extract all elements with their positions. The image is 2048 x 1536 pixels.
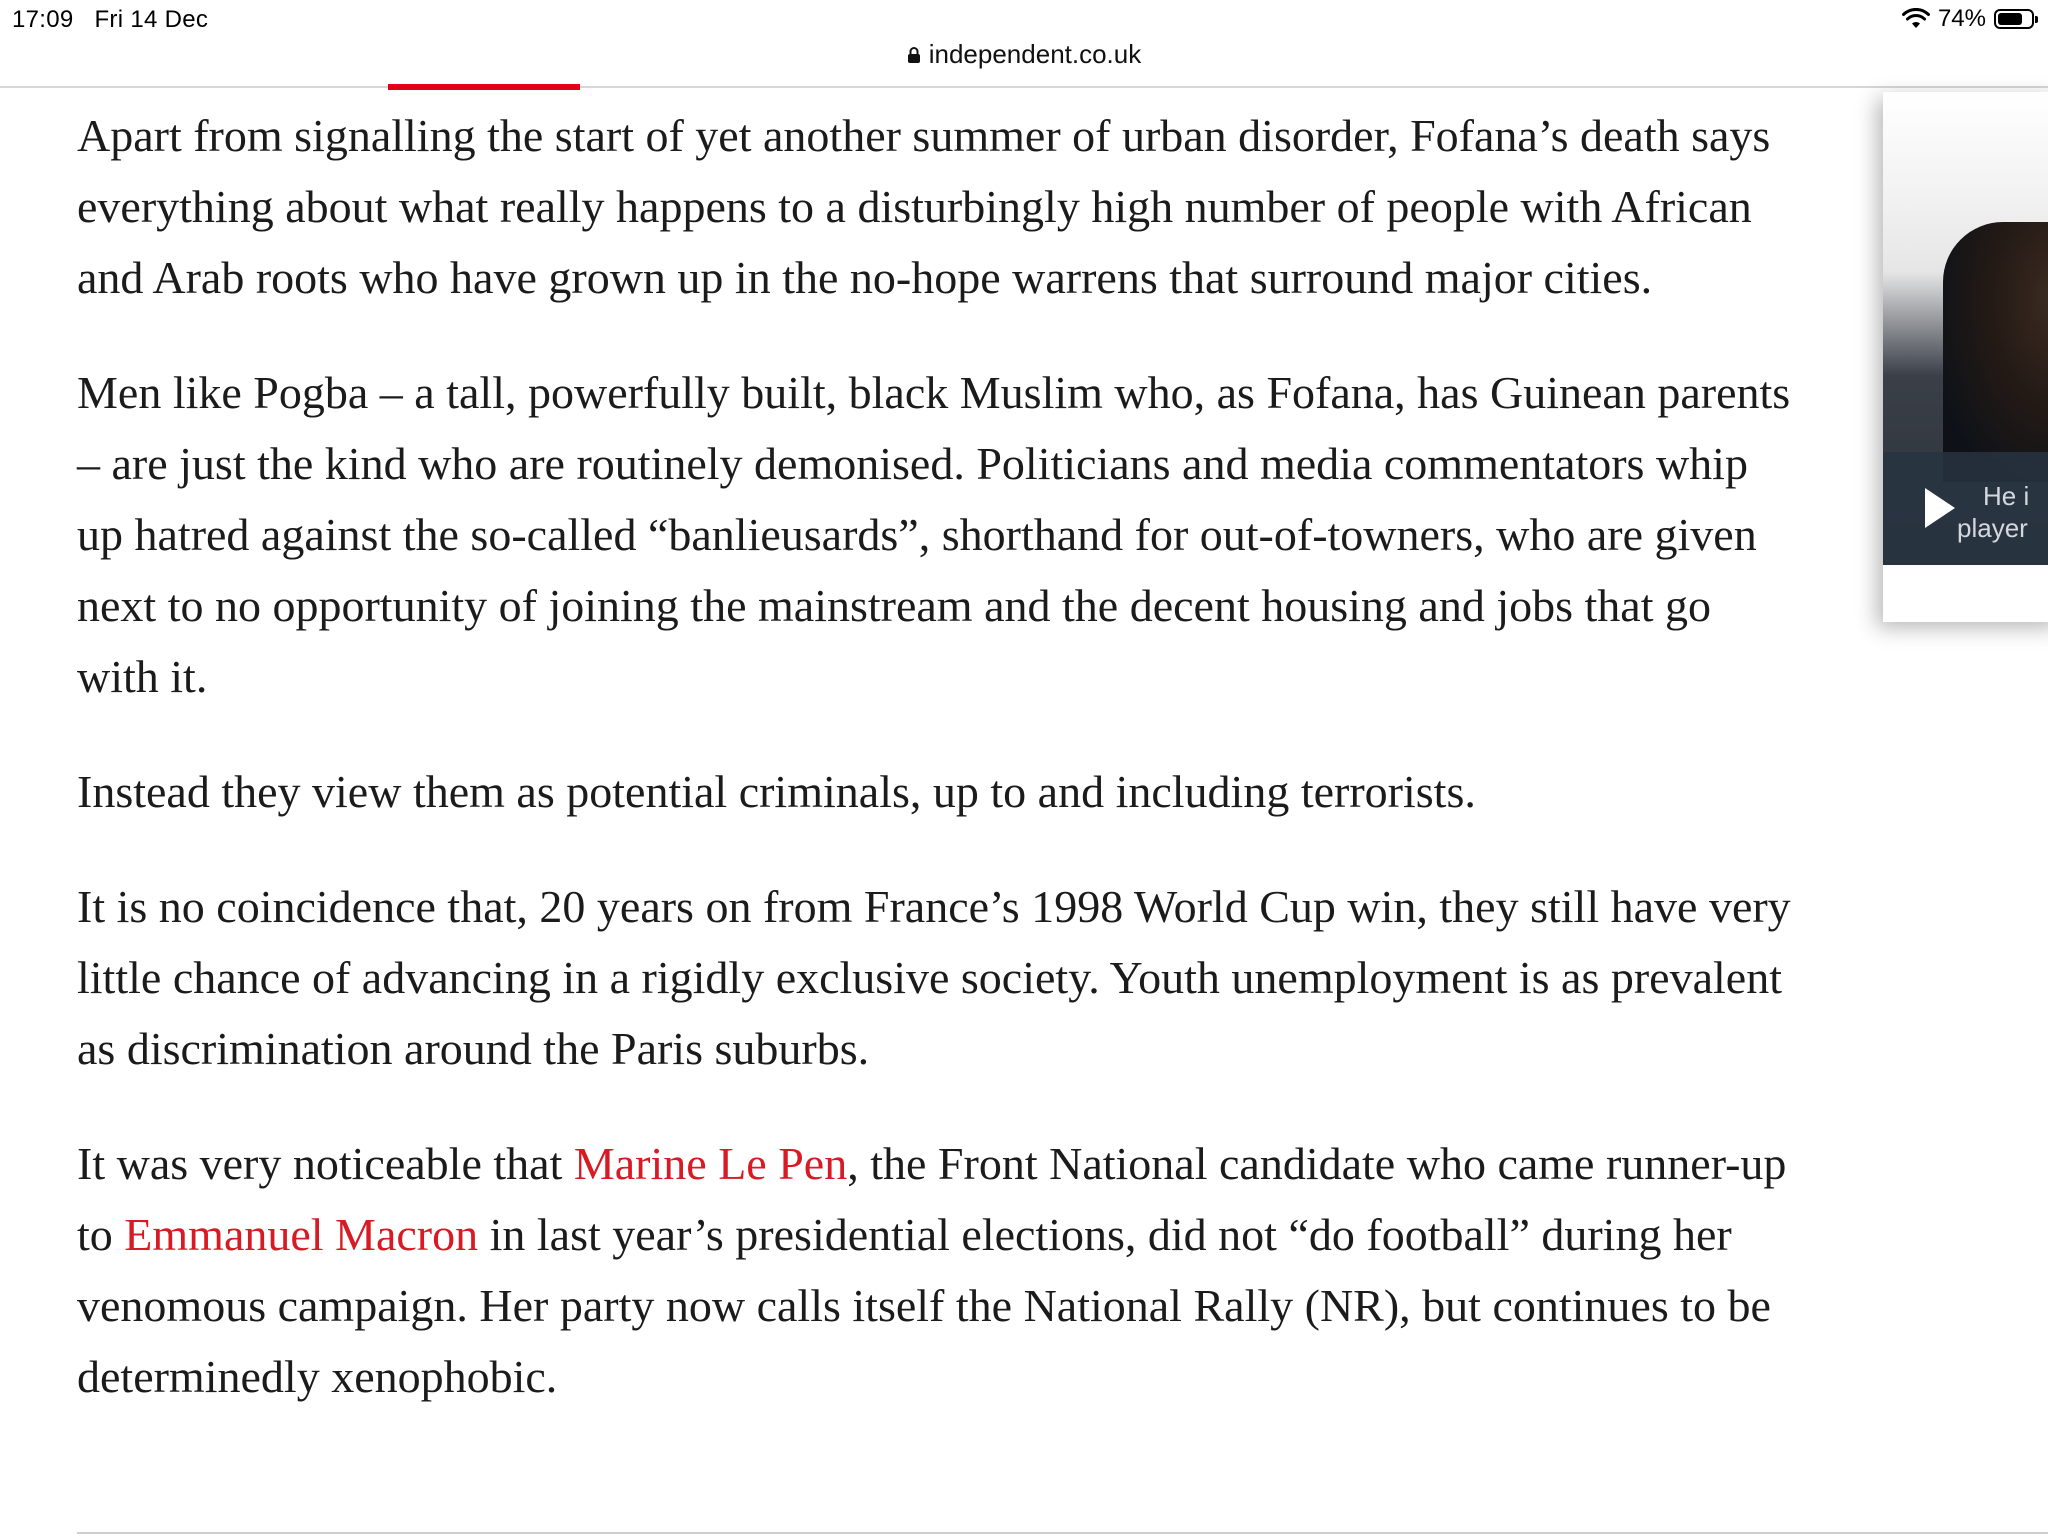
article-body <box>77 100 1797 1456</box>
section-divider <box>77 1532 2048 1534</box>
paragraph-text: It was very noticeable that <box>77 1138 574 1189</box>
floating-video-player[interactable] <box>1883 92 2048 622</box>
article-paragraph: Apart from signalling the start of yet another summer of urban disorder, Fofana’s death says everything about what really happens to a disturbingly high number of people with African and Arab roots who have grown up in the no-hope warrens that surround major cities. <box>77 110 1771 303</box>
article-paragraph: Instead they view them as potential criminals, up to and including terrorists. <box>77 766 1476 817</box>
link-marine-le-pen[interactable]: Marine Le Pen <box>573 1138 848 1189</box>
status-time-date <box>12 6 208 34</box>
article-paragraph: Men like Pogba – a tall, powerfully built, black Muslim who, as Fofana, has Guinean parents – are just the kind who are routinely demonised. Politicians and media commentators whip up hatred against the so-called “banlieusards”, shorthand for out-of-towners, who are given next to no opportunity of joining the mainstream and the decent housing and jobs that go with it. <box>77 367 1791 702</box>
video-caption-line: He i <box>1983 481 2030 511</box>
paragraph-text: in last year’s presidential elections, did not “do football” during her venomous campaign. Her party now calls itself the National Rally (NR), but continues to be determinedly xenophobic. <box>77 1209 1771 1402</box>
video-person-image <box>1943 222 2048 482</box>
paragraph-text: , the Front National candidate who came runner-up to <box>77 1138 1787 1260</box>
address-bar[interactable] <box>0 36 2048 72</box>
battery-fill <box>1998 13 2022 25</box>
lock-icon <box>907 46 921 64</box>
article-paragraph: It is no coincidence that, 20 years on from France’s 1998 World Cup win, they still have very little chance of advancing in a rigidly exclusive society. Youth unemployment is as prevalent as discrimination around the Paris suburbs. <box>77 881 1791 1074</box>
battery-icon <box>1994 9 2034 29</box>
url-text[interactable]: independent.co.uk <box>928 38 1142 69</box>
wifi-icon <box>1902 8 1930 30</box>
play-icon[interactable] <box>1925 488 1955 528</box>
status-date: Fri 14 Dec <box>94 6 209 33</box>
status-right <box>1902 5 2034 33</box>
page-progress-bar <box>388 84 580 90</box>
article-paragraph <box>77 1128 1797 1412</box>
toolbar-divider <box>0 86 2048 88</box>
status-bar <box>0 0 2048 40</box>
link-emmanuel-macron[interactable]: Emmanuel Macron <box>124 1209 479 1260</box>
battery-percent: 74% <box>1937 5 1986 32</box>
status-time: 17:09 <box>12 6 74 33</box>
video-caption <box>1957 480 2029 544</box>
video-thumbnail[interactable] <box>1883 92 2048 565</box>
video-caption-line: player <box>1957 513 2028 543</box>
